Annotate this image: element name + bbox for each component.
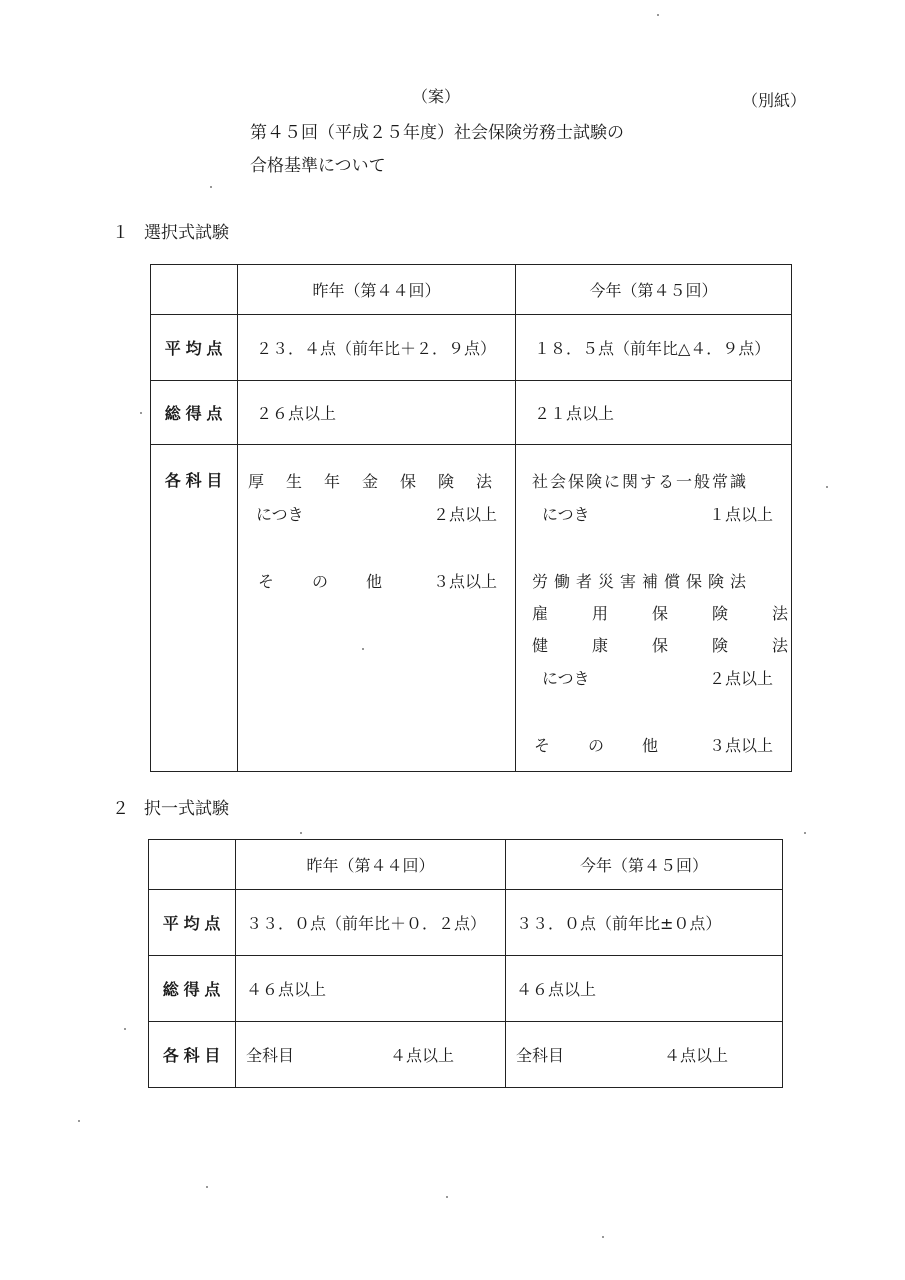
subject-min-score: ４点以上 <box>664 1046 729 1065</box>
draft-label: （案） <box>412 87 461 106</box>
scan-speck <box>602 1236 604 1238</box>
row-label-total: 総得点 <box>149 956 236 1022</box>
average-this-year: １８．５点（前年比△４．９点） <box>516 315 792 381</box>
subject-per-label: につき <box>542 669 590 688</box>
average-this-year: ３３．０点（前年比±０点） <box>506 890 783 956</box>
scan-speck <box>206 1186 208 1188</box>
total-this-year: ４６点以上 <box>506 956 783 1022</box>
col-this-year: 今年（第４５回） <box>516 265 792 315</box>
row-label-subject: 各科目 <box>149 1022 236 1088</box>
section1-title: 選択式試験 <box>144 223 229 243</box>
total-last-year: ２６点以上 <box>238 381 516 445</box>
subject-law-rosai: 労働者災害補償保険法 <box>532 572 753 591</box>
subject-min-score: ２点以上 <box>432 505 497 524</box>
subject-min-score: ２点以上 <box>708 669 773 688</box>
subject-other-label: その他 <box>258 572 421 591</box>
average-last-year: ３３．０点（前年比＋０．２点） <box>236 890 506 956</box>
subject-last-year <box>236 1022 506 1088</box>
document-title-line1: 第４５回（平成２５年度）社会保険労務士試験の <box>250 123 624 143</box>
scan-speck <box>78 1120 80 1122</box>
scan-speck <box>140 412 142 414</box>
row-label-total: 総得点 <box>151 381 238 445</box>
header-blank-cell <box>149 840 236 890</box>
average-last-year: ２３．４点（前年比＋２．９点） <box>238 315 516 381</box>
table-row <box>151 315 792 381</box>
table-row <box>151 445 792 772</box>
subject-per-label: につき <box>542 505 590 524</box>
subject-this-year <box>506 1022 783 1088</box>
table-row <box>149 890 783 956</box>
subject-min-score: ４点以上 <box>390 1046 455 1065</box>
row-label-subject: 各科目 <box>151 445 238 772</box>
subject-min-score: １点以上 <box>708 505 773 524</box>
selection-exam-table <box>150 264 833 772</box>
row-label-average: 平均点 <box>149 890 236 956</box>
section2-number: ２ <box>112 799 129 819</box>
subject-law-koyo: 雇用保険法 <box>532 604 833 623</box>
row-label-average: 平均点 <box>151 315 238 381</box>
col-last-year: 昨年（第４４回） <box>238 265 516 315</box>
attachment-label: （別紙） <box>742 91 807 110</box>
subject-all-label: 全科目 <box>246 1046 295 1065</box>
scan-speck <box>300 832 302 834</box>
section2-heading <box>112 794 229 819</box>
subject-all-label: 全科目 <box>516 1046 565 1065</box>
scan-speck <box>826 486 828 488</box>
section1-number: １ <box>112 223 129 243</box>
col-last-year: 昨年（第４４回） <box>236 840 506 890</box>
total-this-year: ２１点以上 <box>516 381 792 445</box>
subject-per-label: につき <box>256 505 304 524</box>
table-header-row <box>149 840 783 890</box>
table-row <box>149 956 783 1022</box>
subject-other-label: その他 <box>534 736 697 755</box>
multiple-choice-exam-table <box>148 839 783 1088</box>
scan-speck <box>124 1028 126 1030</box>
subject-other-score: ３点以上 <box>432 572 497 591</box>
subject-law-shakai-ippan: 社会保険に関する一般常識 <box>532 472 749 491</box>
scan-speck <box>446 1196 448 1198</box>
section1-heading <box>112 218 229 243</box>
subjects-this-year-cell <box>516 445 833 772</box>
document-title-line2: 合格基準について <box>250 156 386 176</box>
section2-title: 択一式試験 <box>144 799 229 819</box>
header-blank-cell <box>151 265 238 315</box>
subjects-last-year-cell <box>238 445 516 772</box>
subject-law-kenko: 健康保険法 <box>532 636 833 655</box>
scan-speck <box>362 648 364 650</box>
scan-speck <box>804 832 806 834</box>
scan-speck <box>210 186 212 188</box>
table-row <box>149 1022 783 1088</box>
subject-other-score: ３点以上 <box>708 736 773 755</box>
table-row <box>151 381 792 445</box>
subject-law-kosei-nenkin: 厚生年金保険法 <box>248 472 515 491</box>
col-this-year: 今年（第４５回） <box>506 840 783 890</box>
table-header-row <box>151 265 792 315</box>
total-last-year: ４６点以上 <box>236 956 506 1022</box>
scan-speck <box>657 14 659 16</box>
